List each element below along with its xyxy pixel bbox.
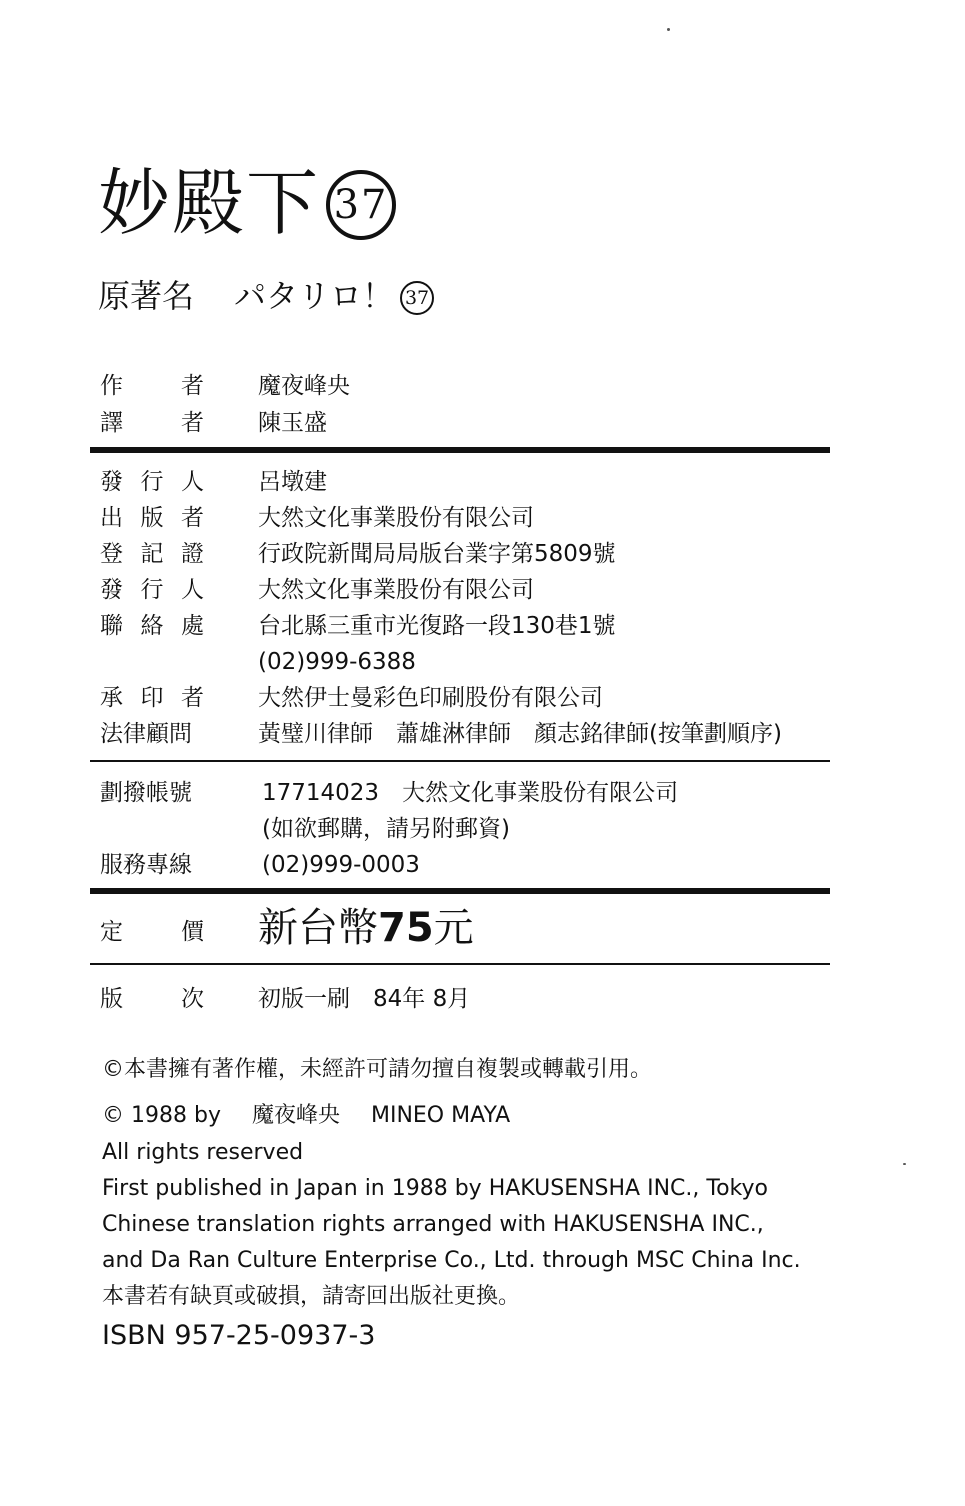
translator-value: 陳玉盛 [258, 410, 327, 436]
copyright-year: © 1988 by [102, 1103, 221, 1128]
hotline-value: (02)999-0003 [262, 852, 420, 878]
registration-label: 登 記 證 [100, 541, 204, 567]
book-title [98, 158, 396, 248]
volume-number-circled: 37 [326, 170, 396, 240]
rights-reserved: All rights reserved [102, 1140, 304, 1165]
price-amount: 75 [378, 905, 434, 951]
translator-label: 譯 者 [100, 410, 204, 436]
edition-label: 版 次 [100, 986, 204, 1012]
mail-order-note: (如欲郵購，請另附郵資) [262, 816, 510, 842]
contact-label: 聯 絡 處 [100, 613, 204, 639]
registration-value: 行政院新聞局局版台業字第5809號 [258, 541, 616, 567]
author-value: 魔夜峰央 [258, 373, 350, 399]
original-volume-circled: 37 [400, 281, 434, 315]
transfer-account-value: 17714023 大然文化事業股份有限公司 [262, 780, 679, 806]
price-label: 定 價 [100, 919, 204, 945]
transfer-account-label: 劃撥帳號 [100, 780, 192, 806]
divider-thick-price [90, 888, 830, 894]
legal-counsel-value: 黃璧川律師 蕭雄淋律師 顏志銘律師(按筆劃順序) [258, 721, 782, 747]
defect-notice: 本書若有缺頁或破損，請寄回出版社更換。 [102, 1284, 521, 1309]
price-unit: 元 [433, 905, 474, 951]
printer-value: 大然伊士曼彩色印刷股份有限公司 [258, 685, 603, 711]
translation-rights-2: and Da Ran Culture Enterprise Co., Ltd. through MSC China Inc. [102, 1248, 801, 1273]
price-prefix: 新台幣 [258, 905, 378, 951]
contact-phone: (02)999-6388 [258, 649, 416, 675]
isbn: ISBN 957-25-0937-3 [102, 1320, 376, 1351]
publisher-person-label: 發 行 人 [100, 469, 204, 495]
divider-thin [90, 760, 830, 762]
distributor-label: 發 行 人 [100, 577, 204, 603]
book-title-text: 妙殿下 [98, 161, 321, 245]
copyright-author-en: MINEO MAYA [370, 1103, 511, 1128]
copyright-notice: ©本書擁有著作權，未經許可請勿擅自複製或轉載引用。 [102, 1057, 653, 1082]
divider-thick [90, 447, 830, 453]
distributor-value: 大然文化事業股份有限公司 [258, 577, 534, 603]
printer-label: 承 印 者 [100, 685, 204, 711]
publisher-person-value: 呂墩建 [258, 469, 327, 495]
hotline-label: 服務專線 [100, 852, 192, 878]
original-title [98, 274, 434, 318]
legal-counsel-label: 法律顧問 [100, 721, 192, 747]
copyright-author-cn: 魔夜峰央 [251, 1103, 340, 1128]
publisher-label: 出 版 者 [100, 505, 204, 531]
original-title-name: パタリロ！ [234, 277, 395, 315]
first-published: First published in Japan in 1988 by HAKUSENSHA INC., Tokyo [102, 1176, 768, 1201]
translation-rights-1: Chinese translation rights arranged with HAKUSENSHA INC., [102, 1212, 764, 1237]
author-label: 作 者 [100, 373, 204, 399]
publisher-value: 大然文化事業股份有限公司 [258, 505, 534, 531]
edition-value: 初版一刷 84年 8月 [258, 986, 471, 1012]
original-title-label: 原著名 [98, 277, 195, 315]
price-value [258, 900, 474, 956]
scan-speck [903, 1163, 906, 1165]
scan-speck [667, 28, 670, 31]
copyright-line [102, 1101, 510, 1131]
contact-address: 台北縣三重市光復路一段130巷1號 [258, 613, 616, 639]
divider-thin-edition [90, 963, 830, 965]
